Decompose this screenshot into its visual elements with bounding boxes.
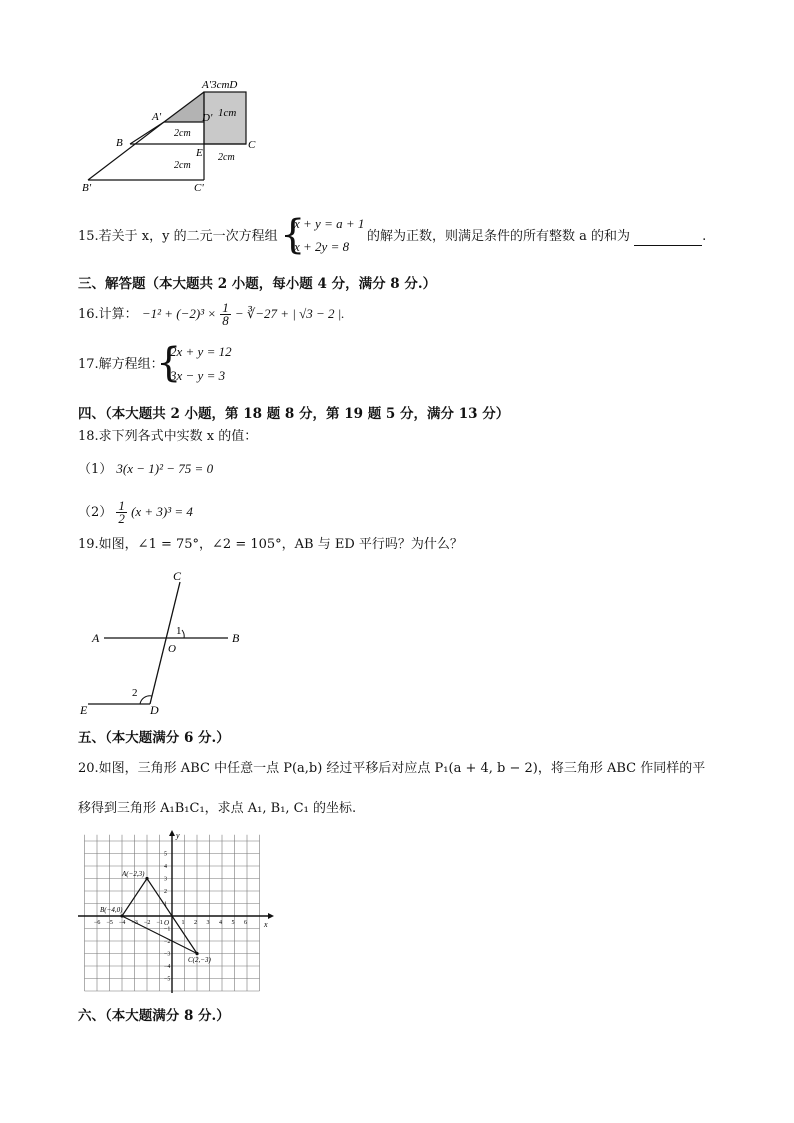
x-tick-label: 6 — [244, 920, 247, 926]
x-tick-labels — [94, 920, 247, 926]
q16-prefix: 16.计算： — [78, 307, 138, 322]
q16-part2: − ∛−27 + | √3 − 2 |. — [234, 306, 345, 321]
label-hand-2cm-c: 2cm — [218, 152, 235, 163]
x-tick-label: 1 — [181, 920, 185, 926]
point-a — [145, 877, 148, 880]
x-tick-label: 5 — [231, 920, 235, 926]
label-point-a: A(−2,3) — [122, 870, 145, 878]
x-axis-label: x — [264, 920, 268, 929]
point-b — [120, 914, 123, 917]
q18-p2-eq: (x + 3)³ = 4 — [131, 504, 193, 519]
q15-brace: { — [280, 212, 306, 258]
section-4-title: 四、（本大题共 2 小题，第 18 题 8 分，第 19 题 5 分，满分 13 分） — [78, 406, 510, 422]
q18-p2-num: 1 — [118, 498, 125, 513]
q20-line2: 移得到三角形 A₁B₁C₁，求点 A₁, B₁, C₁ 的坐标. — [78, 801, 357, 816]
y-tick-labels — [164, 852, 170, 983]
q20-coordinate-grid — [78, 828, 278, 998]
label-d1: D' — [202, 112, 213, 124]
y-axis-arrow — [169, 830, 175, 836]
q17-prefix: 17.解方程组： — [78, 357, 164, 372]
y-tick-label: −2 — [164, 939, 171, 945]
label-hand-right: 1cm — [218, 107, 237, 119]
y-tick-label: 2 — [164, 889, 167, 895]
x-tick-label: −1 — [156, 920, 163, 926]
y-tick-label: −4 — [164, 964, 171, 970]
q16-fraction — [220, 302, 231, 327]
q17-brace: { — [156, 340, 182, 386]
q15 — [78, 228, 278, 246]
y-tick-label: 4 — [164, 864, 167, 870]
q16 — [78, 302, 345, 327]
x-axis-arrow — [268, 913, 274, 919]
q16-frac-den: 8 — [222, 313, 229, 328]
fig19-label-1: 1 — [176, 625, 182, 637]
q15-prefix: 15.若关于 x，y 的二元一次方程组 — [78, 229, 278, 244]
q18-p1-eq: 3(x − 1)² − 75 = 0 — [116, 461, 214, 476]
label-a3cmd: A'3cmD — [202, 79, 238, 91]
label-hand-2cm: 2cm — [174, 128, 191, 139]
x-tick-label: 2 — [194, 920, 197, 926]
x-tick-label: −5 — [106, 920, 113, 926]
fig19-label-a: A — [92, 631, 100, 645]
q17-eq1: 2x + y = 12 — [170, 344, 232, 359]
label-b: B — [116, 137, 123, 149]
q15-end: . — [702, 229, 707, 244]
x-tick-label: −6 — [94, 920, 101, 926]
y-tick-label: 3 — [164, 876, 167, 883]
q18-p2-label: （2） — [78, 505, 113, 520]
label-a1: A' — [152, 111, 162, 123]
q18-p2-den: 2 — [118, 511, 125, 526]
label-c: C — [248, 139, 256, 151]
x-tick-label: −3 — [131, 920, 138, 926]
q18-part1 — [78, 460, 213, 479]
y-axis-label: y — [176, 831, 180, 840]
fig19-label-e: E — [80, 703, 88, 717]
q19-figure — [78, 568, 268, 718]
q17-eq2: 3x − y = 3 — [170, 368, 226, 383]
origin-label: O — [164, 919, 170, 927]
fig19-label-b: B — [232, 631, 240, 645]
translation-figure — [78, 74, 278, 194]
q15-suffix: 的解为正数，则满足条件的所有整数 a 的和为 — [367, 229, 631, 244]
label-cp: C' — [194, 182, 204, 194]
q16-frac-num: 1 — [222, 300, 229, 315]
y-tick-label: −1 — [164, 926, 171, 933]
x-tick-label: −4 — [119, 920, 126, 926]
y-tick-label: 5 — [164, 851, 167, 858]
label-hand-2cm-b: 2cm — [174, 160, 191, 171]
x-tick-label: −2 — [144, 920, 151, 926]
label-e: E — [196, 147, 203, 159]
label-point-b: B(−4,0) — [100, 906, 123, 914]
y-tick-label: 1 — [164, 901, 167, 908]
y-tick-label: −5 — [164, 976, 171, 983]
q19-stem: 19.如图，∠1 = 75°，∠2 = 105°，AB 与 ED 平行吗？为什么？ — [78, 537, 463, 552]
q20-line1: 20.如图，三角形 ABC 中任意一点 P(a,b) 经过平移后对应点 P₁(a + 4, b − 2)，将三角形 ABC 作同样的平 — [78, 761, 706, 776]
section-6-title: 六、（本大题满分 8 分.） — [78, 1008, 230, 1024]
fig19-label-c: C — [173, 569, 182, 583]
y-tick-label: −3 — [164, 951, 171, 958]
fig19-label-o: O — [168, 643, 176, 655]
label-bp: B' — [82, 182, 92, 194]
fig19-label-2: 2 — [132, 687, 138, 699]
x-tick-label: 3 — [206, 920, 210, 926]
q15-suffix-line — [367, 228, 706, 246]
q15-eq1: x + y = a + 1 — [294, 216, 365, 231]
label-point-c: C(2,−3) — [188, 956, 211, 964]
q18-p1-label: （1） — [78, 462, 113, 477]
q15-eq2: x + 2y = 8 — [294, 239, 350, 254]
section-3-title: 三、解答题（本大题共 2 小题，每小题 4 分，满分 8 分.） — [78, 276, 437, 292]
fig19-label-d: D — [150, 703, 159, 717]
point-c — [195, 952, 198, 955]
q18-stem: 18.求下列各式中实数 x 的值： — [78, 429, 258, 444]
q18-part2 — [78, 500, 193, 525]
q15-answer-blank — [634, 231, 702, 246]
section-5-title: 五、（本大题满分 6 分.） — [78, 730, 230, 746]
q16-part1: −1² + (−2)³ × — [141, 306, 217, 321]
angle-1-arc — [182, 630, 184, 638]
x-tick-label: 4 — [219, 920, 222, 926]
q18-p2-fraction — [116, 500, 127, 525]
